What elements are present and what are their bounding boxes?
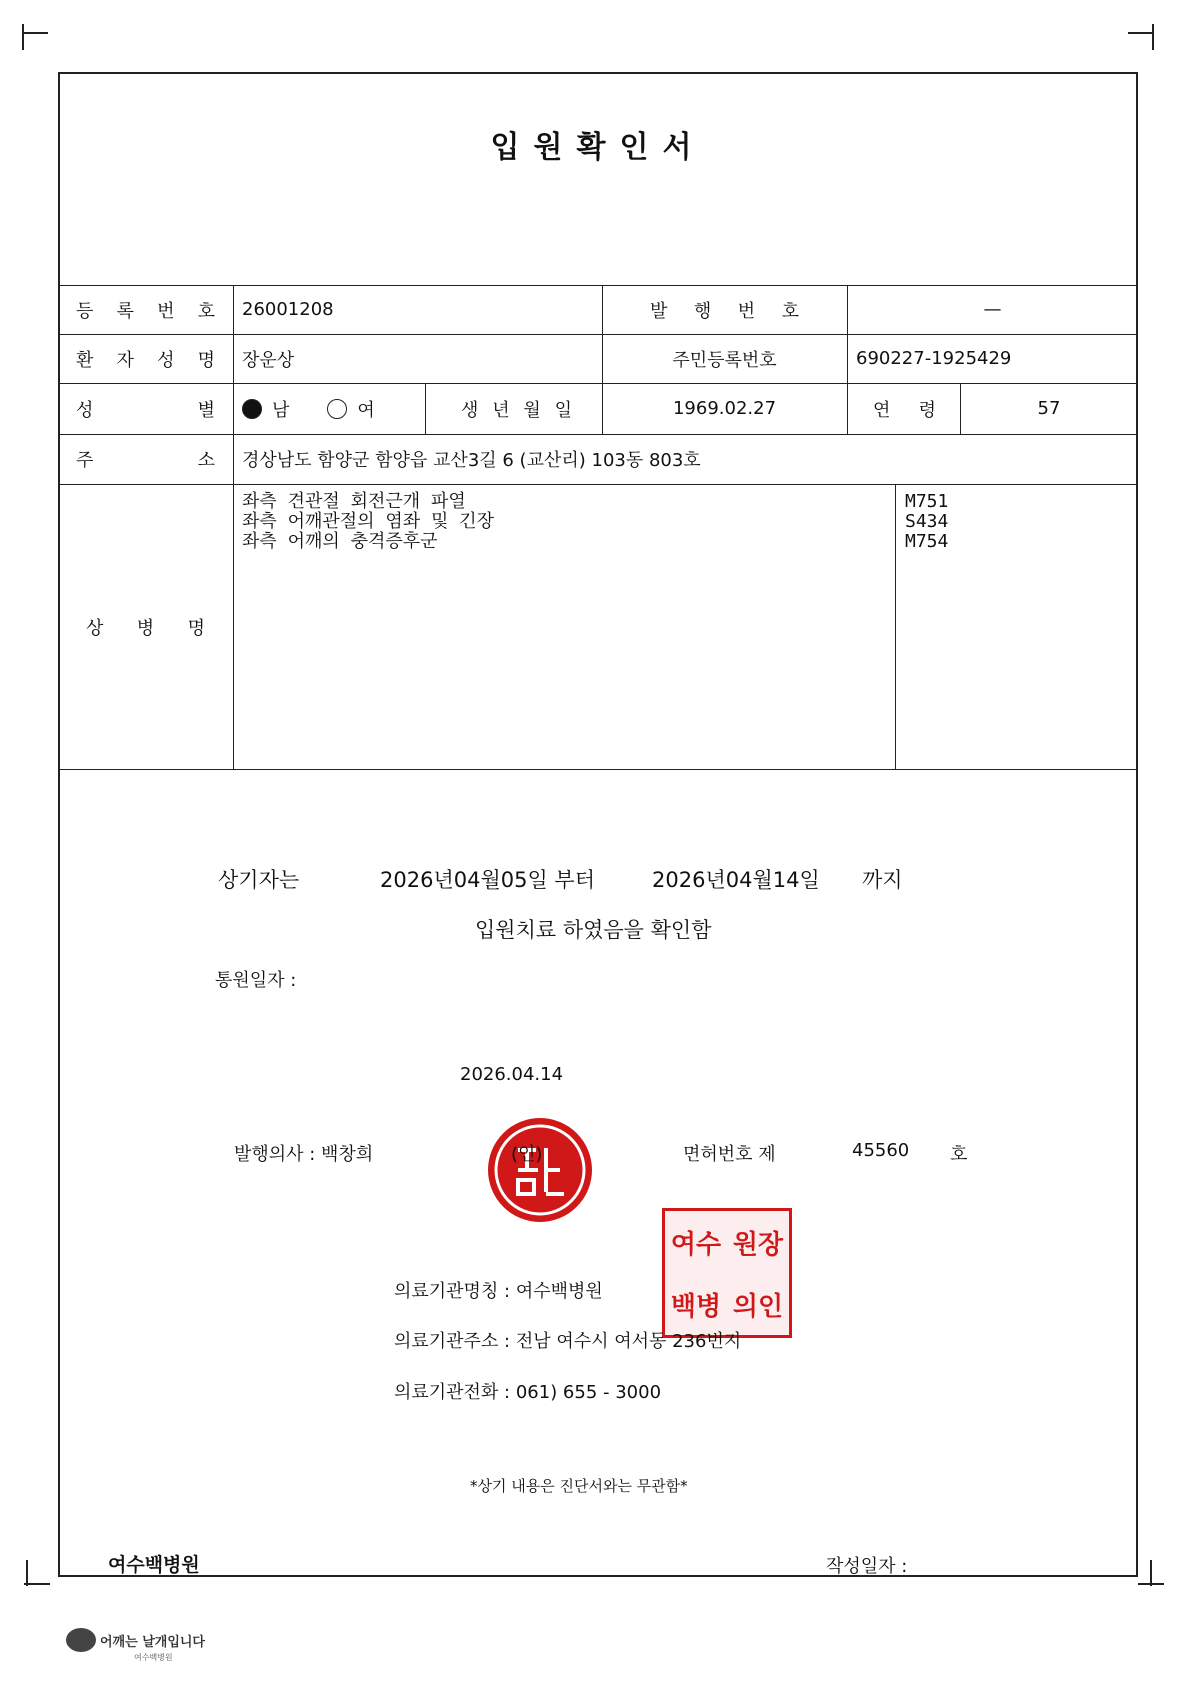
age-value: 57 [1037, 398, 1061, 419]
label-char: 등 [76, 300, 94, 322]
crop-mark [1138, 1583, 1164, 1585]
label-char: 별 [197, 399, 215, 421]
logo-mark-icon [66, 1628, 96, 1652]
resident-no-label: 주민등록번호 [672, 349, 777, 371]
patient-name-value: 장운상 [242, 349, 295, 371]
license-suffix: 호 [950, 1144, 968, 1165]
female-label: 여 [357, 399, 375, 421]
seal-text: 의인 [732, 1291, 784, 1322]
label-char: 생 [461, 399, 479, 421]
crop-mark [1128, 32, 1154, 34]
label-char: 령 [918, 399, 936, 421]
label-char: 주 [76, 450, 94, 471]
seal-text: 원장 [732, 1229, 784, 1260]
footer-hospital-name: 여수백병원 [108, 1554, 200, 1576]
label-char: 발 [650, 300, 668, 322]
resident-no-value: 690227-1925429 [856, 348, 1012, 369]
outpatient-date-label: 통원일자 : [215, 970, 297, 991]
label-char: 환 [76, 349, 94, 371]
seal-icon [488, 1118, 592, 1222]
institution-address: 의료기관주소 : 전남 여수시 여서동 236번지 [394, 1331, 742, 1352]
admission-from-date: 2026년04월05일 부터 [380, 868, 595, 892]
sex-label [60, 383, 233, 434]
sex-options [242, 383, 422, 434]
female-radio-icon [327, 399, 347, 419]
address-value: 경상남도 함양군 함양읍 교산3길 6 (교산리) 103동 803호 [242, 450, 701, 471]
diagnosis-label [60, 484, 233, 769]
diagnosis-code: M751 [905, 491, 949, 512]
issue-no-value: — [983, 299, 1002, 320]
hospital-seal-stamp [662, 1208, 792, 1338]
confirmation-statement: 입원치료 하였음을 확인함 [475, 918, 712, 942]
address-label [60, 434, 233, 484]
label-char: 성 [76, 399, 94, 421]
label-char: 번 [157, 300, 175, 322]
logo-text: 어깨는 날개입니다 [100, 1634, 205, 1650]
crop-mark [1152, 24, 1154, 50]
doctor-label: 발행의사 : 백창희 [234, 1144, 374, 1165]
label-char: 록 [116, 300, 134, 322]
diagnosis-code: M754 [905, 531, 949, 552]
diagnosis-code-list [905, 492, 1125, 552]
seal-mark: (인) [511, 1144, 543, 1165]
institution-phone: 의료기관전화 : 061) 655 - 3000 [394, 1382, 662, 1403]
seal-text: 여수 [670, 1229, 722, 1260]
table-rule [895, 484, 896, 769]
diagnosis-name: 좌측 어깨의 충격증후군 [242, 531, 438, 552]
crop-mark [24, 1583, 50, 1585]
subject-text: 상기자는 [218, 868, 300, 892]
issue-date: 2026.04.14 [460, 1064, 564, 1085]
registration-no-label [60, 285, 233, 334]
label-char: 성 [157, 349, 175, 371]
admission-to-date: 2026년04월14일 [652, 868, 820, 892]
diagnosis-name: 좌측 견관절 회전근개 파열 [242, 491, 466, 512]
diagnosis-code: S434 [905, 511, 949, 532]
label-char: 년 [492, 399, 510, 421]
label-char: 상 [86, 617, 104, 639]
label-char: 병 [136, 617, 155, 639]
label-char: 자 [116, 349, 134, 371]
birth-date-value: 1969.02.27 [672, 398, 777, 419]
patient-name-label [60, 334, 233, 383]
male-radio-icon [242, 399, 262, 419]
label-char: 연 [873, 399, 891, 421]
registration-no-value: 26001208 [242, 299, 334, 320]
label-char: 명 [187, 617, 205, 639]
doctor-seal-stamp [488, 1118, 592, 1222]
label-char: 명 [197, 349, 215, 371]
label-char: 일 [554, 399, 572, 421]
document-title: 입원확인서 [490, 130, 706, 165]
label-char: 행 [693, 300, 712, 322]
crop-mark [22, 32, 48, 34]
label-char: 소 [197, 450, 215, 471]
written-date-label: 작성일자 : [826, 1556, 908, 1577]
table-rule [233, 285, 234, 769]
label-char: 월 [523, 399, 541, 421]
diagnosis-list [242, 492, 882, 552]
logo-subtext: 여수백병원 [134, 1653, 173, 1662]
table-rule [60, 769, 1136, 770]
until-text: 까지 [862, 868, 903, 892]
birth-date-label [425, 383, 602, 434]
license-label: 면허번호 제 [683, 1144, 776, 1165]
hospital-logo [66, 1628, 205, 1652]
label-char: 호 [197, 300, 215, 322]
label-char: 호 [781, 300, 799, 322]
seal-text: 백병 [670, 1291, 722, 1322]
institution-name: 의료기관명칭 : 여수백병원 [394, 1281, 603, 1302]
diagnosis-name: 좌측 어깨관절의 염좌 및 긴장 [242, 511, 495, 532]
disclaimer-note: *상기 내용은 진단서와는 무관함* [470, 1477, 688, 1495]
male-label: 남 [272, 399, 290, 421]
age-label [847, 383, 960, 434]
crop-mark [22, 24, 24, 50]
label-char: 번 [737, 300, 756, 322]
license-number: 45560 [852, 1140, 910, 1161]
issue-no-label [602, 285, 847, 334]
